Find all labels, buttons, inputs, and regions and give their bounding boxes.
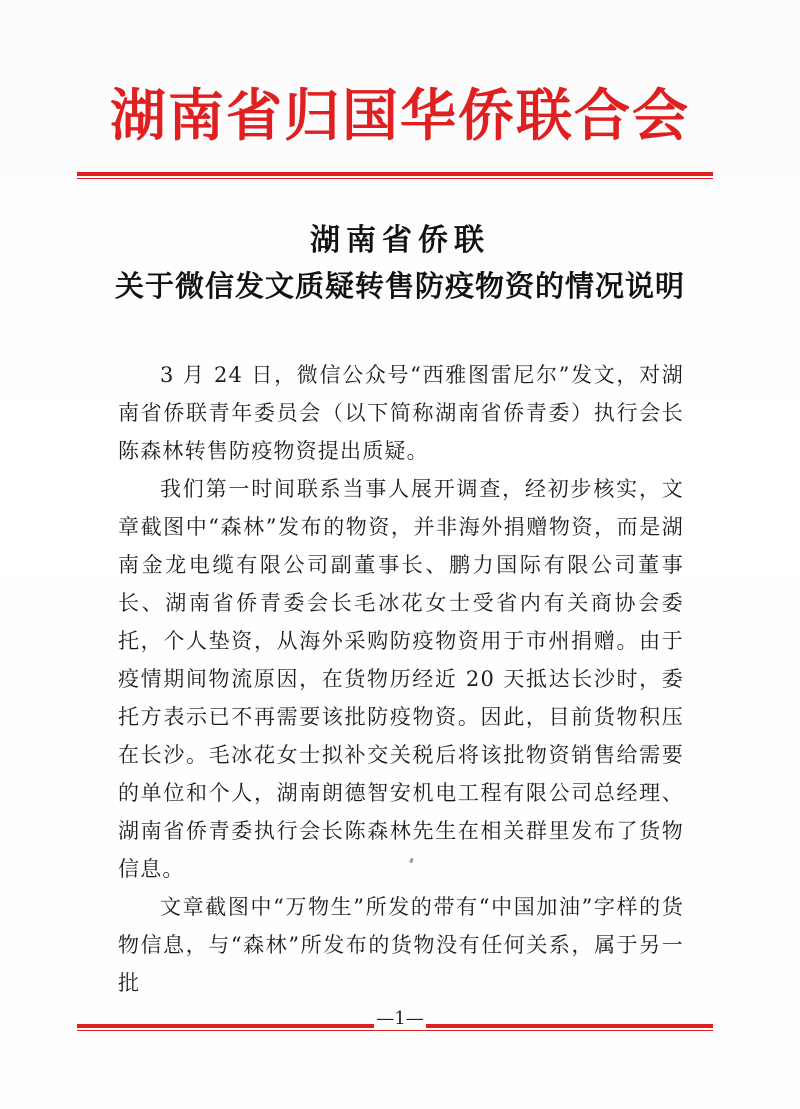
body-paragraph-3: 文章截图中“万物生”所发的带有“中国加油”字样的货物信息，与“森林”所发布的货物没有任何关系，属于另一批 [118,895,684,995]
letterhead-divider [77,172,713,179]
letterhead-title: 湖南省归国华侨联合会 [110,83,690,149]
document-body [118,356,684,1002]
document-title-line-1: 湖南省侨联 [310,223,490,258]
divider-thin-line [77,178,713,179]
divider-thick-line [77,172,713,176]
document-title-line-2: 关于微信发文质疑转售防疫物资的情况说明 [114,269,685,303]
body-paragraph-1: 3 月 24 日，微信公众号“西雅图雷尼尔”发文，对湖南省侨联青年委员会（以下简称湖南省侨青委）执行会长陈森林转售防疫物资提出质疑。 [118,363,684,463]
page-number-text: —1— [376,1008,424,1029]
footer-divider-thin-line [77,1030,713,1031]
body-paragraph-2: 我们第一时间联系当事人展开调查，经初步核实，文章截图中“森林”发布的物资，并非海外捐赠物资，而是湖南金龙电缆有限公司副董事长、鹏力国际有限公司董事长、湖南省侨青委会长毛冰花女士受省内有关商协会委托，个人垫资，从海外采购防疫物资用于市州捐赠。由于疫情期间物流原因，在货物历经近 20 天抵达长沙时，委托方表示已不再需要该批防疫物资。因此，目前货物积压在长沙。毛冰花女士拟补交关税后将该批物资销售给需要的单位和个人，湖南朗德智安机电工程有限公司总经理、湖南省侨青委执行会长陈森林先生在相关群里发布了货物信息。 [118,477,684,881]
page-number [0,1008,800,1029]
